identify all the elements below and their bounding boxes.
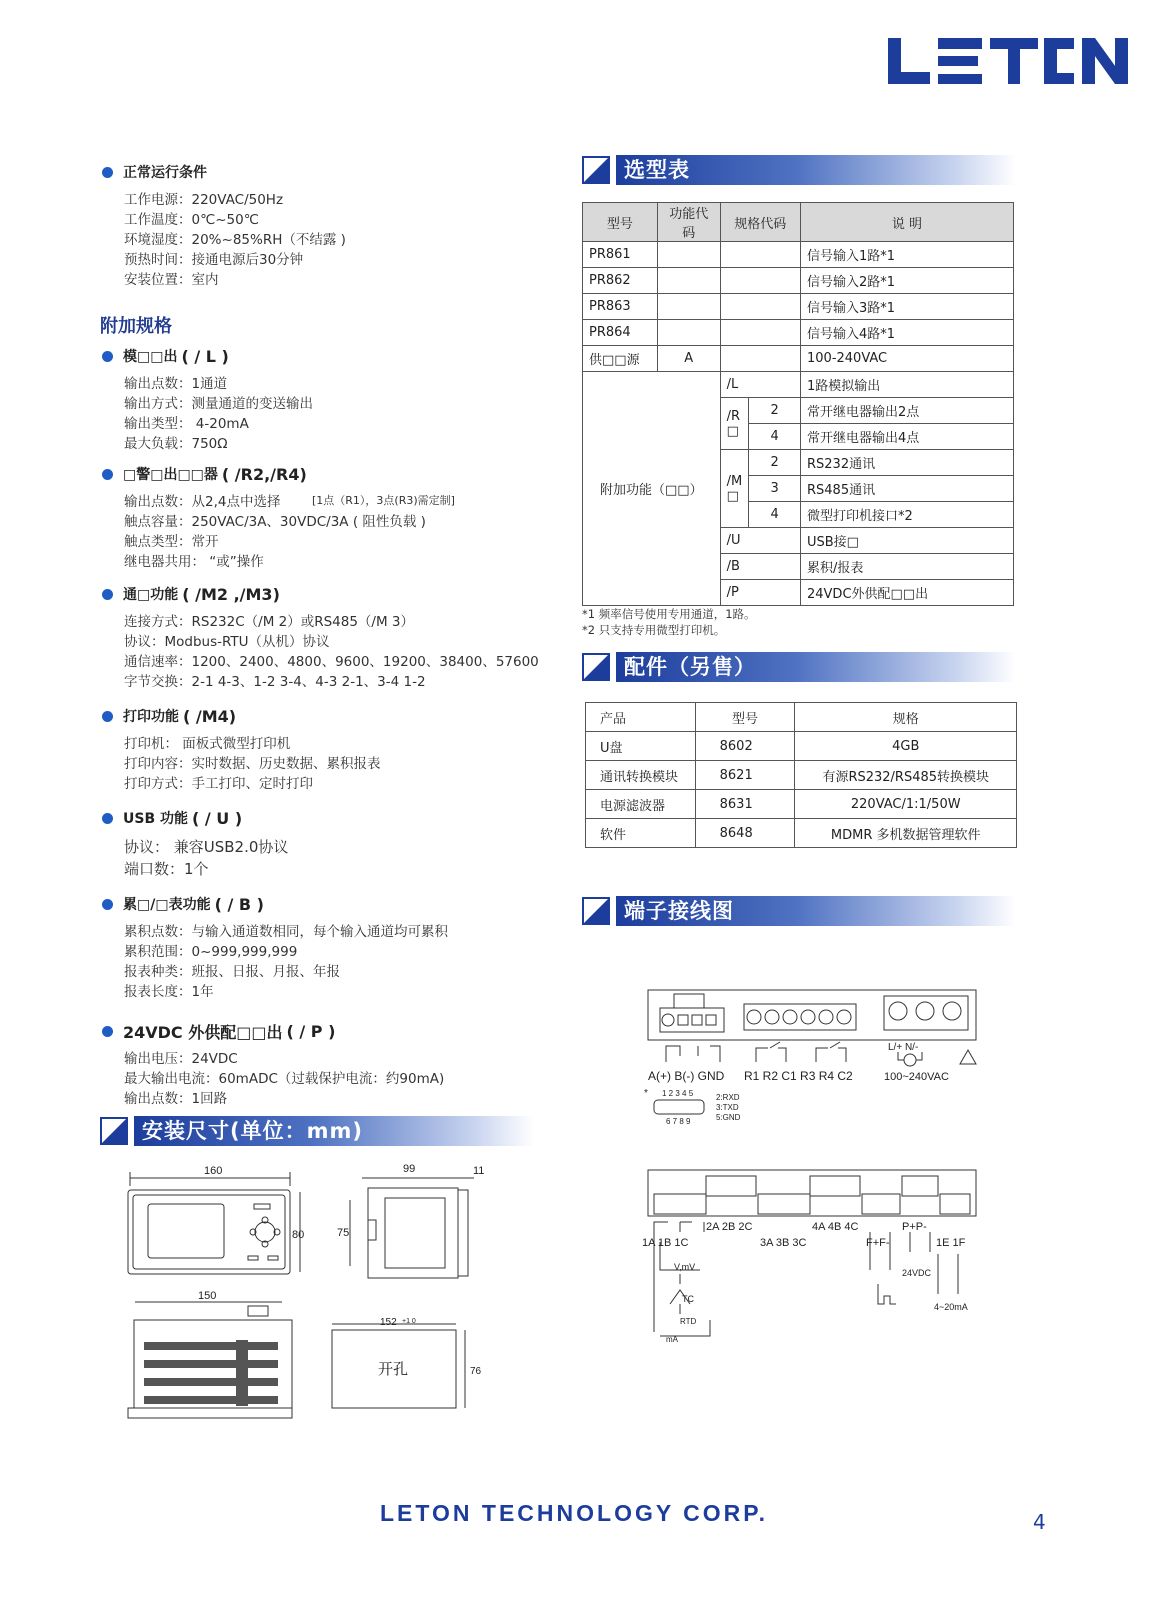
spec-line: 输出类型： 4-20mA	[124, 416, 249, 432]
select-title: 选型表	[616, 155, 1016, 185]
pin-rxd: 2:RXD	[716, 1093, 740, 1102]
table-header-row	[586, 703, 1017, 732]
cell: 软件	[586, 819, 696, 848]
bullet-icon	[102, 813, 113, 824]
spec-line: 输出方式：测量通道的变送输出	[124, 396, 313, 412]
code-cell: /P	[720, 580, 800, 606]
text-lines	[124, 922, 572, 1002]
star-mark: *	[644, 1088, 648, 1099]
sub-code: 4	[749, 502, 801, 528]
selection-table	[582, 202, 1014, 606]
section-title: 正常运行条件	[123, 165, 207, 181]
section-mark-icon	[582, 897, 610, 925]
text-lines	[124, 190, 562, 290]
table-notes	[582, 606, 756, 638]
footer-company: LETON TECHNOLOGY CORP.	[380, 1500, 769, 1526]
note-1: *1 频率信号使用专用通道，1路。	[582, 607, 756, 621]
term-e: 1E 1F	[936, 1237, 966, 1249]
spec-line: 继电器共用： “或”操作	[124, 554, 264, 570]
spec-line: 打印内容：实时数据、历史数据、累积报表	[124, 756, 381, 772]
label-24vdc: 24VDC	[902, 1268, 932, 1278]
table-row	[583, 372, 1014, 398]
install-header	[100, 1114, 534, 1148]
spec-line: 输出点数：1回路	[124, 1091, 228, 1107]
accessory-header	[582, 650, 1016, 684]
cell: 8602	[695, 732, 795, 761]
spec-line: 工作温度：0℃~50℃	[124, 212, 259, 228]
table-row	[583, 242, 1014, 268]
th-func: 功能代码	[657, 203, 720, 242]
section-mark-icon	[100, 1117, 128, 1145]
bullet-icon	[102, 899, 113, 910]
code-cell: /L	[720, 372, 800, 398]
dim-80: 80	[292, 1229, 305, 1241]
func-cell: A	[657, 346, 720, 372]
dc24-section	[102, 1020, 572, 1109]
wiring-header	[582, 894, 1016, 928]
db9-bottom: 6 7 8 9	[666, 1117, 691, 1126]
alarm-section	[102, 464, 572, 572]
spec-line: 通信速率：1200、2400、4800、9600、19200、38400、57600	[124, 654, 539, 670]
desc-cell: RS485通讯	[801, 476, 1014, 502]
th-model: 型号	[695, 703, 795, 732]
spec-line: 累积点数：与输入通道数相同，每个输入通道均可累积	[124, 924, 448, 940]
dim-tolerance: +1 0	[402, 1318, 416, 1325]
term-1: 1A 1B 1C	[642, 1237, 689, 1249]
alarm-note: [1点（R1），3点(R3)需定制]	[312, 494, 455, 507]
print-section	[102, 706, 562, 794]
spec-line: 最大负载：750Ω	[124, 436, 228, 452]
cell: 电源滤波器	[586, 790, 696, 819]
accum-section	[102, 894, 572, 1002]
term-comm: A(+) B(-) GND	[648, 1069, 725, 1083]
bullet-icon	[102, 351, 113, 362]
spec-line: 触点容量：250VAC/3A、30VDC/3A ( 阻性负载 )	[124, 514, 426, 530]
text-lines	[124, 612, 572, 692]
desc-cell: 常开继电器输出2点	[801, 398, 1014, 424]
section-title: 累□/□表功能	[123, 897, 211, 913]
spec-line: 环境湿度：20%~85%RH（不结露 )	[124, 232, 346, 248]
desc-cell: 信号输入3路*1	[801, 294, 1014, 320]
leton-logo	[888, 34, 1128, 94]
spec-line: 触点类型：常开	[124, 534, 219, 550]
desc-cell: 信号输入2路*1	[801, 268, 1014, 294]
term-3: 3A 3B 3C	[760, 1237, 807, 1249]
install-title: 安装尺寸(单位：mm)	[134, 1116, 534, 1146]
section-code: ( / U )	[192, 808, 243, 828]
dim-76: 76	[470, 1366, 482, 1377]
model-cell: PR862	[583, 268, 658, 294]
section-title: USB 功能	[123, 811, 188, 827]
spec-line: 最大输出电流：60mADC（过载保护电流：约90mA)	[124, 1071, 445, 1087]
spec-line: 协议： 兼容USB2.0协议	[124, 838, 289, 856]
term-f: F+F-	[866, 1237, 890, 1249]
bullet-icon	[102, 711, 113, 722]
cell: 8631	[695, 790, 795, 819]
dim-160: 160	[204, 1165, 223, 1177]
th-spec: 规格	[795, 703, 1017, 732]
code-cell: /B	[720, 554, 800, 580]
section-code: ( /M2 ,/M3)	[182, 584, 280, 604]
note-2: *2 只支持专用微型打印机。	[582, 623, 726, 637]
wiring-diagram	[640, 984, 990, 1354]
dim-152: 152	[380, 1317, 397, 1328]
label-tc: TC	[682, 1294, 694, 1304]
accessory-title: 配件（另售）	[616, 652, 1016, 682]
spec-line: 报表种类：班报、日报、月报、年报	[124, 964, 340, 980]
section-code: ( / B )	[214, 894, 264, 914]
accessory-table	[585, 702, 1017, 848]
extra-spec-title: 附加规格	[100, 316, 172, 337]
table-row	[586, 790, 1017, 819]
section-title: 24VDC 外供配□□出	[123, 1023, 283, 1042]
term-relay: R1 R2 C1 R3 R4 C2	[744, 1069, 853, 1083]
th-spec: 规格代码	[720, 203, 800, 242]
th-product: 产品	[586, 703, 696, 732]
desc-cell: 信号输入1路*1	[801, 242, 1014, 268]
section-code: ( / L )	[181, 346, 229, 366]
desc-cell: USB接□	[801, 528, 1014, 554]
section-mark-icon	[582, 653, 610, 681]
desc-cell: RS232通讯	[801, 450, 1014, 476]
bullet-icon	[102, 469, 113, 480]
term-4: 4A 4B 4C	[812, 1221, 859, 1233]
cell: 8621	[695, 761, 795, 790]
cell: U盘	[586, 732, 696, 761]
text-lines	[124, 1049, 572, 1109]
analog-section	[102, 346, 562, 454]
dim-150: 150	[198, 1290, 217, 1302]
spec-line: 输出点数：1通道	[124, 376, 228, 392]
sub-code: 2	[749, 398, 801, 424]
addon-label: 附加功能（□□）	[583, 372, 721, 606]
table-row	[583, 320, 1014, 346]
pin-gnd: 5:GND	[716, 1113, 741, 1122]
spec-line: 工作电源：220VAC/50Hz	[124, 192, 284, 208]
spec-line: 连接方式：RS232C（/M 2）或RS485（/M 3）	[124, 614, 415, 630]
text-lines	[124, 836, 562, 880]
cell: 通讯转换模块	[586, 761, 696, 790]
spec-line: 预热时间：接通电源后30分钟	[124, 252, 304, 268]
th-desc: 说 明	[801, 203, 1014, 242]
cell: 4GB	[795, 732, 1017, 761]
section-code: ( / P )	[286, 1022, 336, 1041]
table-row	[583, 268, 1014, 294]
spec-line: 输出点数：从2,4点中选择	[124, 494, 281, 510]
label-vmv: V,mV	[674, 1262, 696, 1272]
dim-75: 75	[337, 1227, 350, 1239]
model-cell: PR861	[583, 242, 658, 268]
sub-code: 3	[749, 476, 801, 502]
spec-line: 端口数：1个	[124, 860, 209, 878]
cutout-label: 开孔	[378, 1361, 409, 1378]
bullet-icon	[102, 589, 113, 600]
dim-99: 99	[403, 1163, 416, 1175]
spec-line: 字节交换：2-1 4-3、1-2 3-4、4-3 2-1、3-4 1-2	[124, 674, 426, 690]
db9-top: 1 2 3 4 5	[662, 1089, 694, 1098]
usb-section	[102, 808, 562, 880]
sub-code: 4	[749, 424, 801, 450]
label-ma: mA	[666, 1335, 678, 1344]
term-p: P+P-	[902, 1221, 927, 1233]
code-cell: /U	[720, 528, 800, 554]
th-model: 型号	[583, 203, 658, 242]
cell: 8648	[695, 819, 795, 848]
section-mark-icon	[582, 156, 610, 184]
logo-text: LETON	[888, 34, 892, 35]
desc-cell: 常开继电器输出4点	[801, 424, 1014, 450]
desc-cell: 微型打印机接口*2	[801, 502, 1014, 528]
spec-line: 打印方式：手工打印、定时打印	[124, 776, 313, 792]
desc-cell: 累积/报表	[801, 554, 1014, 580]
comm-section	[102, 584, 572, 692]
dimension-drawing	[100, 1160, 520, 1430]
spec-line: 累积范围：0~999,999,999	[124, 944, 298, 960]
table-row	[586, 732, 1017, 761]
sub-code: 2	[749, 450, 801, 476]
wiring-title: 端子接线图	[616, 896, 1016, 926]
section-title: 模□□出	[123, 349, 178, 365]
term-ln: L/+ N/-	[888, 1042, 919, 1053]
model-cell: 供□□源	[583, 346, 658, 372]
desc-cell: 100-240VAC	[801, 346, 1014, 372]
label-rtd: RTD	[680, 1317, 697, 1326]
cell: MDMR 多机数据管理软件	[795, 819, 1017, 848]
table-row	[583, 294, 1014, 320]
model-cell: PR864	[583, 320, 658, 346]
text-lines	[124, 374, 562, 454]
label-420ma: 4~20mA	[934, 1302, 968, 1312]
section-code: ( /R2,/R4)	[221, 464, 307, 484]
page-number: 4	[1033, 1510, 1046, 1534]
spec-line: 安装位置：室内	[124, 272, 219, 288]
section-title: 通□功能	[123, 587, 179, 603]
bullet-icon	[102, 1026, 113, 1037]
normal-conditions	[102, 162, 562, 290]
select-header	[582, 153, 1016, 187]
section-code: ( /M4)	[183, 706, 237, 726]
model-cell: PR863	[583, 294, 658, 320]
term-power: 100~240VAC	[884, 1071, 949, 1083]
cell: 220VAC/1:1/50W	[795, 790, 1017, 819]
text-lines	[124, 734, 562, 794]
section-title: 打印功能	[123, 709, 179, 725]
dim-11: 11	[473, 1165, 485, 1177]
desc-cell: 1路模拟输出	[801, 372, 1014, 398]
table-row	[586, 761, 1017, 790]
spec-line: 打印机： 面板式微型打印机	[124, 736, 291, 752]
desc-cell: 24VDC外供配□□出	[801, 580, 1014, 606]
spec-line: 协议：Modbus-RTU（从机）协议	[124, 634, 330, 650]
code-cell: /M □	[720, 450, 749, 528]
bullet-icon	[102, 167, 113, 178]
table-header-row	[583, 203, 1014, 242]
table-row	[586, 819, 1017, 848]
cell: 有源RS232/RS485转换模块	[795, 761, 1017, 790]
desc-cell: 信号输入4路*1	[801, 320, 1014, 346]
term-2: 2A 2B 2C	[706, 1221, 753, 1233]
code-cell: /R □	[720, 398, 749, 450]
section-title: □警□出□□器	[123, 467, 218, 483]
pin-txd: 3:TXD	[716, 1103, 739, 1112]
table-row	[583, 346, 1014, 372]
spec-line: 报表长度：1年	[124, 984, 214, 1000]
spec-line: 输出电压：24VDC	[124, 1051, 238, 1067]
